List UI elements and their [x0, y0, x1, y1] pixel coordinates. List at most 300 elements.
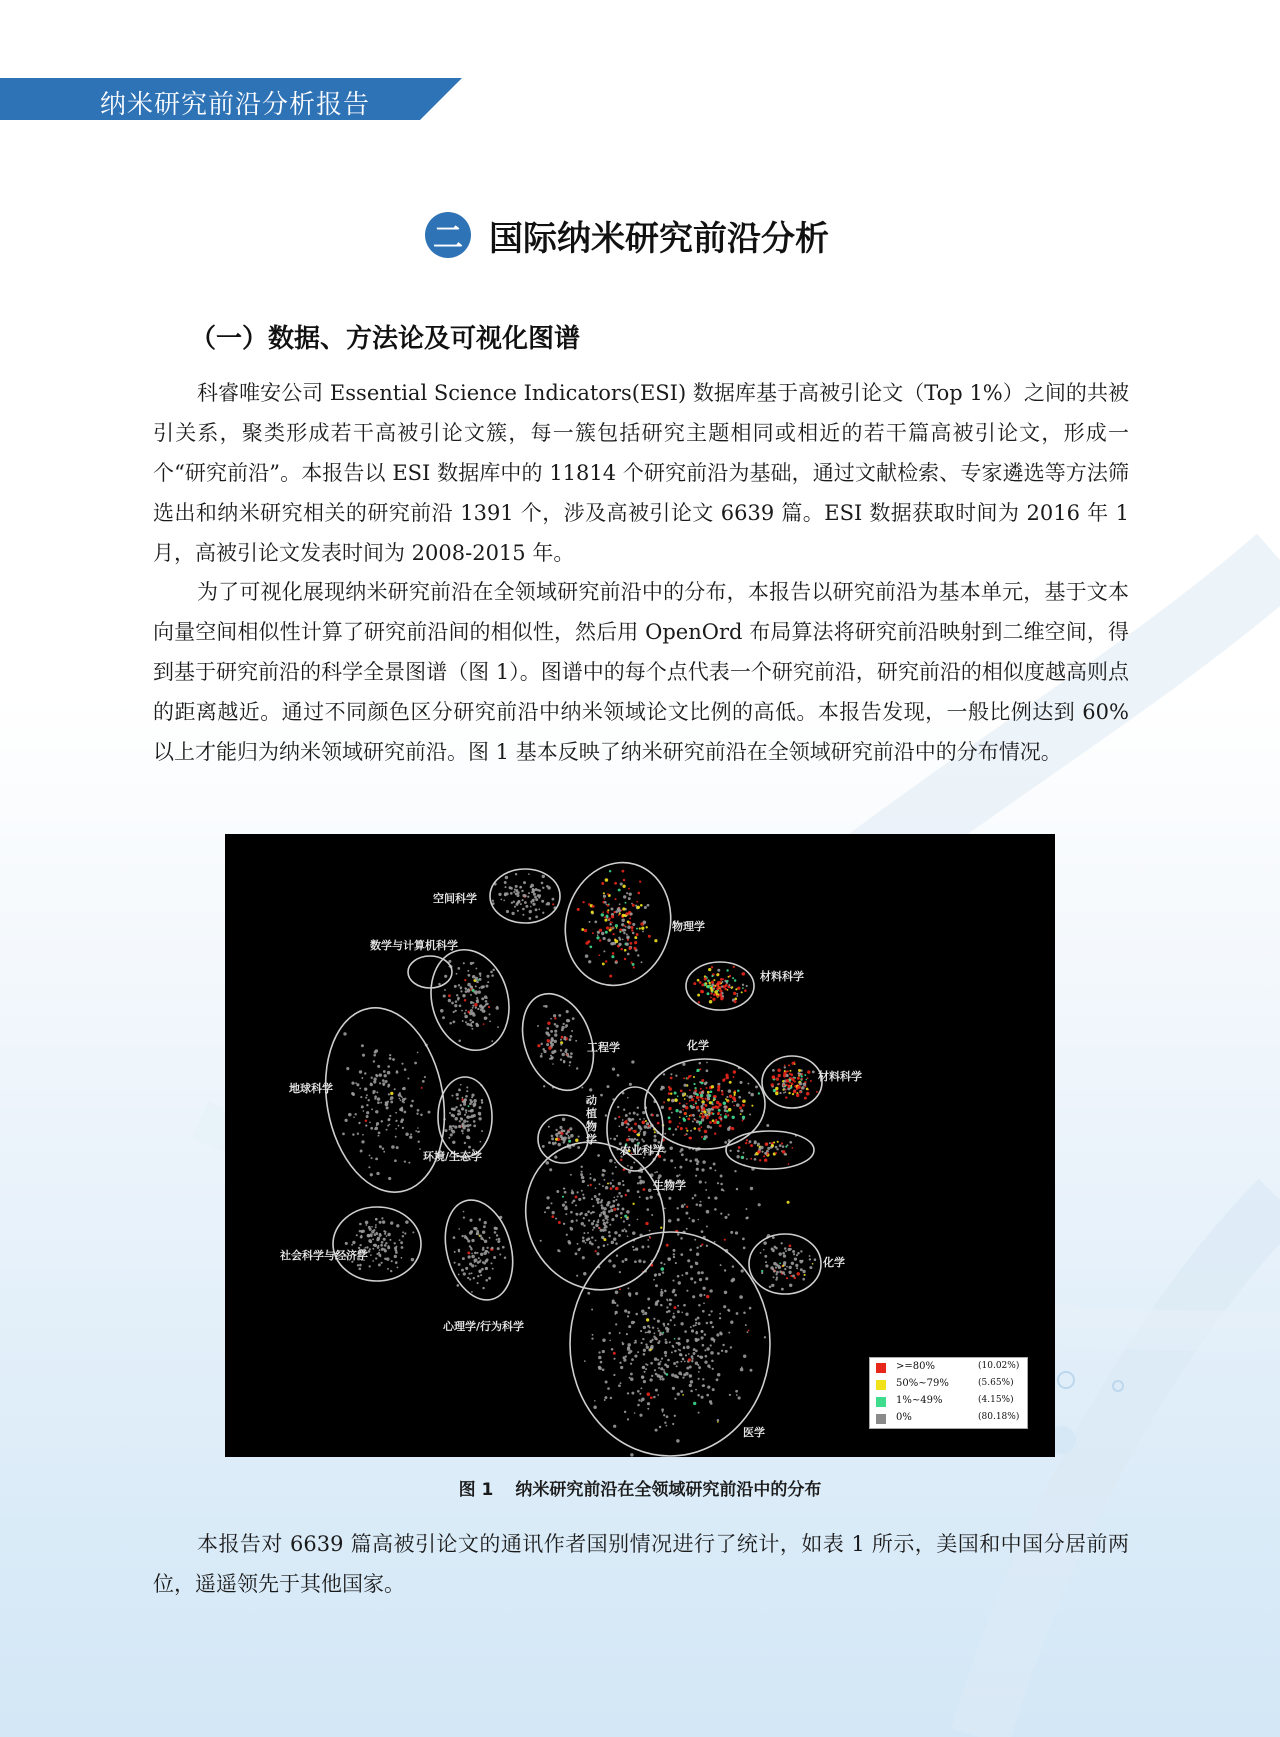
header-title: 纳米研究前沿分析报告 [100, 90, 371, 120]
research-front-dot [377, 1101, 380, 1104]
research-front-dot [642, 1313, 644, 1315]
research-front-dot [587, 1210, 590, 1213]
research-front-dot [740, 1368, 744, 1372]
research-front-dot [645, 1120, 647, 1122]
research-front-dot [692, 1120, 694, 1122]
research-front-dot [560, 1059, 562, 1061]
research-front-dot [693, 1091, 696, 1094]
research-front-dot [575, 1138, 578, 1141]
research-front-dot [677, 1305, 679, 1307]
research-front-dot [471, 1255, 475, 1259]
research-front-dot [770, 1266, 773, 1269]
research-front-dot [626, 1138, 629, 1141]
research-front-dot [721, 985, 723, 987]
research-front-dot [701, 1230, 704, 1233]
research-front-dot [672, 1387, 675, 1390]
cluster-label-earth: 地球科学 [289, 1082, 333, 1095]
research-front-dot [624, 925, 626, 927]
research-front-dot [555, 1129, 557, 1131]
research-front-dot [637, 1190, 640, 1193]
research-front-dot [789, 1266, 792, 1269]
research-front-dot [742, 1099, 745, 1102]
research-front-dot [655, 1429, 658, 1432]
research-front-dot [626, 1210, 630, 1214]
research-front-dot [572, 1017, 575, 1020]
research-front-dot [679, 1110, 682, 1113]
research-front-dot [575, 1040, 577, 1042]
research-front-dot [627, 921, 630, 924]
research-front-dot [671, 1373, 674, 1376]
research-front-dot [371, 1226, 373, 1228]
research-front-dot [581, 1087, 583, 1089]
research-front-dot [754, 1158, 757, 1161]
research-front-dot [624, 949, 627, 952]
research-front-dot [480, 1141, 482, 1143]
research-front-dot [463, 1120, 466, 1123]
research-front-dot [620, 1217, 622, 1219]
cluster-label-plant-animal-4: 学 [586, 1133, 597, 1146]
research-front-dot [569, 1038, 572, 1041]
research-front-dot [630, 1378, 633, 1381]
research-front-dot [663, 1101, 665, 1103]
research-front-dot [692, 1114, 695, 1117]
research-front-dot [693, 1104, 695, 1106]
research-front-dot [467, 1251, 470, 1254]
research-front-dot [625, 1230, 627, 1232]
research-front-dot [610, 1206, 613, 1209]
research-front-dot [578, 1198, 581, 1201]
research-front-dot [708, 1196, 711, 1199]
research-front-dot [782, 1265, 784, 1267]
research-front-dot [728, 976, 730, 978]
research-front-dot [618, 1192, 621, 1195]
research-front-dot [577, 908, 580, 911]
research-front-dot [670, 1077, 673, 1080]
research-front-dot [714, 1132, 716, 1134]
research-front-dot [674, 1350, 677, 1353]
research-front-dot [582, 1180, 585, 1183]
research-front-dot [460, 1084, 462, 1086]
research-front-dot [761, 1270, 763, 1272]
research-front-dot [733, 966, 735, 968]
research-front-dot [608, 1210, 611, 1213]
research-front-dot [699, 1124, 701, 1126]
research-front-dot [591, 1337, 593, 1339]
research-front-dot [543, 1050, 546, 1053]
research-front-dot [663, 1325, 665, 1327]
research-front-dot [714, 1098, 716, 1100]
research-front-dot [672, 1346, 674, 1348]
research-front-dot [783, 1254, 786, 1257]
cluster-physics-ellipse [552, 851, 685, 998]
research-front-dot [482, 1231, 485, 1234]
research-front-dot [471, 1022, 473, 1024]
research-front-dot [775, 1092, 778, 1095]
research-front-dot [628, 1118, 631, 1121]
research-front-dot [701, 1079, 704, 1082]
research-front-dot [682, 1063, 685, 1066]
research-front-dot [630, 912, 633, 915]
research-front-dot [791, 1062, 794, 1065]
research-front-dot [689, 1115, 691, 1117]
research-front-dot [396, 1146, 399, 1149]
research-front-dot [716, 1378, 719, 1381]
research-front-dot [650, 1196, 653, 1199]
research-front-dot [473, 1120, 476, 1123]
research-front-dot [619, 1332, 621, 1334]
research-front-dot [733, 1076, 735, 1078]
research-front-dot [679, 1116, 681, 1118]
research-front-dot [797, 1077, 800, 1080]
research-front-dot [592, 1229, 594, 1231]
research-front-dot [725, 1098, 727, 1100]
research-front-dot [521, 890, 523, 892]
research-front-dot [701, 1396, 704, 1399]
research-front-dot [634, 941, 637, 944]
research-front-dot [387, 1119, 390, 1122]
research-front-dot [617, 1195, 619, 1197]
research-front-dot [721, 997, 724, 1000]
research-front-dot [691, 1329, 694, 1332]
research-front-dot [470, 1248, 472, 1250]
research-front-dot [657, 1394, 659, 1396]
research-front-dot [464, 1142, 466, 1144]
research-front-dot [737, 1150, 740, 1153]
legend-swatch [876, 1414, 886, 1424]
research-front-dot [522, 908, 525, 911]
research-front-dot [683, 1119, 686, 1122]
cluster-materials1-ellipse [686, 962, 754, 1010]
research-front-dot [369, 1155, 371, 1157]
research-front-dot [566, 1010, 569, 1013]
research-front-dot [639, 1132, 641, 1134]
research-front-dot [569, 1055, 572, 1058]
research-front-dot [554, 1030, 557, 1033]
research-front-dot [622, 1260, 625, 1263]
research-front-dot [740, 1109, 743, 1112]
research-front-dot [453, 1021, 456, 1024]
research-front-dot [424, 1076, 426, 1078]
research-front-dot [744, 989, 747, 992]
research-front-dot [724, 1141, 727, 1144]
research-front-dot [598, 1351, 600, 1353]
research-front-dot [449, 1128, 451, 1130]
research-front-dot [620, 1382, 622, 1384]
research-front-dot [374, 1128, 376, 1130]
research-front-dot [660, 1262, 662, 1264]
research-front-dot [739, 1081, 742, 1084]
research-front-dot [758, 1203, 761, 1206]
research-front-dot [637, 1107, 639, 1109]
research-front-dot [724, 1291, 727, 1294]
research-front-dot [725, 1113, 727, 1115]
research-front-dot [542, 912, 544, 914]
research-front-dot [771, 1284, 774, 1287]
research-front-dot [352, 1241, 355, 1244]
research-front-dot [806, 1088, 809, 1091]
research-front-dot [379, 1145, 382, 1148]
research-front-dot [719, 1124, 722, 1127]
research-front-dot [707, 1364, 710, 1367]
research-front-dot [702, 1103, 705, 1106]
research-front-dot [732, 1101, 734, 1103]
research-front-dot [660, 1291, 663, 1294]
research-front-dot [733, 1094, 735, 1096]
research-front-dot [788, 1163, 790, 1165]
research-front-dot [604, 1229, 606, 1231]
research-front-dot [782, 1150, 785, 1153]
research-front-dot [710, 1351, 714, 1355]
cluster-label-agriculture: 农业科学 [620, 1144, 664, 1157]
research-front-dot [724, 1269, 726, 1271]
research-front-dot [453, 1236, 456, 1239]
research-front-dot [662, 1271, 664, 1273]
cluster-earth-ellipse [312, 998, 459, 1201]
research-front-dot [809, 1255, 811, 1257]
research-front-dot [761, 1151, 763, 1153]
research-front-dot [454, 1251, 456, 1253]
research-front-dot [646, 1346, 649, 1349]
cluster-label-plant-animal-3: 物 [586, 1120, 597, 1133]
research-front-dot [684, 1112, 687, 1115]
research-front-dot [622, 1184, 624, 1186]
research-front-dot [704, 1098, 706, 1100]
research-front-dot [759, 1159, 761, 1161]
research-front-dot [682, 1377, 684, 1379]
research-front-dot [700, 1245, 702, 1247]
research-front-dot [605, 931, 608, 934]
research-front-dot [395, 1136, 397, 1138]
research-front-dot [584, 929, 587, 932]
research-front-dot [493, 1256, 496, 1259]
research-front-dot [607, 1183, 609, 1185]
research-front-dot [535, 908, 538, 911]
research-front-dot [615, 1311, 618, 1314]
research-front-dot [662, 1378, 665, 1381]
research-front-dot [491, 1040, 493, 1042]
research-front-dot [663, 1369, 665, 1371]
research-front-dot [807, 1077, 809, 1079]
research-front-dot [428, 1111, 431, 1114]
research-front-dot [704, 1333, 706, 1335]
research-front-dot [789, 1141, 792, 1144]
research-front-dot [542, 875, 545, 878]
research-front-dot [570, 1220, 573, 1223]
research-front-dot [806, 1092, 810, 1096]
research-front-dot [492, 1268, 494, 1270]
research-front-dot [687, 1259, 690, 1262]
research-front-dot [469, 1019, 471, 1021]
research-front-dot [457, 997, 460, 1000]
research-front-dot [706, 1295, 710, 1299]
research-front-dot [522, 899, 524, 901]
research-front-dot [783, 1084, 785, 1086]
research-front-dot [548, 1141, 551, 1144]
research-front-dot [511, 902, 513, 904]
research-front-dot [791, 1262, 794, 1265]
research-front-dot [368, 1166, 370, 1168]
research-front-dot [573, 1199, 576, 1202]
cluster-label-biology: 生物学 [653, 1179, 686, 1192]
research-front-dot [706, 1062, 708, 1064]
research-front-dot [728, 984, 730, 986]
research-front-dot [373, 1229, 375, 1231]
research-front-dot [381, 1241, 384, 1244]
research-front-dot [653, 1332, 655, 1334]
research-front-dot [615, 960, 617, 962]
research-front-dot [401, 1097, 403, 1099]
research-front-dot [720, 1333, 723, 1336]
research-front-dot [463, 962, 465, 964]
research-front-dot [700, 1088, 702, 1090]
research-front-dot [657, 1359, 659, 1361]
research-front-dot [741, 1366, 743, 1368]
research-front-dot [713, 1163, 716, 1166]
research-front-dot [551, 1215, 554, 1218]
research-front-dot [633, 947, 636, 950]
research-front-dot [401, 1063, 403, 1065]
research-front-dot [496, 1234, 498, 1236]
research-front-dot [611, 1241, 614, 1244]
research-front-dot [665, 1341, 668, 1344]
research-front-dot [494, 1231, 497, 1234]
research-front-dot [565, 1024, 568, 1027]
research-front-dot [369, 1122, 371, 1124]
research-front-dot [671, 1099, 675, 1103]
research-front-dot [635, 1292, 638, 1295]
research-front-dot [471, 1253, 473, 1255]
research-front-dot [618, 1116, 620, 1118]
research-front-dot [747, 1331, 749, 1333]
research-front-dot [619, 913, 621, 915]
research-front-dot [714, 1169, 716, 1171]
research-front-dot [790, 1085, 792, 1087]
research-front-dot [681, 1204, 683, 1206]
research-front-dot [457, 967, 460, 970]
research-front-dot [642, 1121, 646, 1125]
research-front-dot [560, 1043, 562, 1045]
research-front-dot [498, 893, 501, 896]
research-front-dot [673, 1256, 675, 1258]
research-front-dot [604, 1399, 606, 1401]
research-front-dot [600, 1201, 603, 1204]
research-front-dot [609, 975, 612, 978]
research-front-dot [488, 1277, 491, 1280]
research-front-dot [462, 1257, 465, 1260]
research-front-dot [575, 1252, 578, 1255]
research-front-dot [474, 1003, 478, 1007]
research-front-dot [477, 1282, 479, 1284]
research-front-dot [645, 1343, 647, 1345]
research-front-dot [456, 1284, 459, 1287]
research-front-dot [599, 939, 601, 941]
research-front-dot [699, 981, 702, 984]
research-front-dot [480, 1253, 483, 1256]
research-front-dot [710, 1090, 713, 1093]
legend-percent: (10.02%) [978, 1361, 1020, 1371]
research-front-dot [679, 1353, 682, 1356]
research-front-dot [660, 1304, 663, 1307]
research-front-dot [702, 1287, 705, 1290]
research-front-dot [746, 1208, 748, 1210]
research-front-dot [673, 1253, 675, 1255]
research-front-dot [785, 1250, 787, 1252]
research-front-dot [631, 1392, 634, 1395]
research-front-dot [615, 1199, 617, 1201]
research-front-dot [456, 973, 458, 975]
research-front-dot [570, 1211, 573, 1214]
research-front-dot [612, 1172, 614, 1174]
research-front-dot [790, 1073, 793, 1076]
research-front-dot [695, 1262, 697, 1264]
research-front-dot [683, 1077, 685, 1079]
research-front-dot [662, 1411, 664, 1413]
research-front-dot [504, 886, 506, 888]
research-front-dot [465, 1109, 468, 1112]
research-front-dot [717, 1112, 720, 1115]
research-front-dot [660, 1367, 663, 1370]
research-front-dot [575, 1196, 578, 1199]
research-front-dot [634, 1412, 636, 1414]
research-front-dot [667, 1359, 670, 1362]
research-front-dot [612, 1179, 614, 1181]
research-front-dot [482, 1287, 484, 1289]
research-front-dot [581, 1176, 585, 1180]
research-front-dot [656, 1338, 658, 1340]
research-front-dot [776, 1271, 779, 1274]
research-front-dot [624, 1309, 627, 1312]
research-front-dot [710, 1310, 712, 1312]
research-front-dot [669, 1299, 672, 1302]
research-front-dot [666, 1425, 668, 1427]
research-front-dot [764, 1336, 766, 1338]
research-front-dot [602, 1210, 606, 1214]
research-front-dot [464, 1098, 467, 1101]
research-front-dot [734, 1090, 736, 1092]
research-front-dot [726, 969, 728, 971]
research-front-dot [646, 1332, 648, 1334]
research-front-dot [631, 1321, 635, 1325]
research-front-dot [390, 1270, 392, 1272]
research-front-dot [711, 966, 713, 968]
research-front-dot [408, 1162, 410, 1164]
research-front-dot [632, 1118, 635, 1121]
research-front-dot [727, 1114, 729, 1116]
research-front-dot [557, 1143, 560, 1146]
research-front-dot [703, 1137, 706, 1140]
research-front-dot [469, 1099, 472, 1102]
research-front-dot [460, 988, 462, 990]
research-front-dot [618, 1182, 621, 1185]
research-front-dot [348, 1113, 352, 1117]
research-front-dot [357, 1264, 359, 1266]
research-front-dot [624, 1411, 626, 1413]
research-front-dot [682, 1394, 684, 1396]
research-front-dot [570, 1227, 572, 1229]
research-front-dot [783, 1261, 786, 1264]
research-front-dot [614, 939, 616, 941]
research-front-dot [646, 1208, 649, 1211]
research-front-dot [597, 1246, 600, 1249]
research-front-dot [448, 1137, 450, 1139]
research-front-dot [646, 926, 648, 928]
research-front-dot [486, 975, 489, 978]
research-front-dot [474, 1252, 477, 1255]
research-front-dot [395, 1128, 397, 1130]
cluster-label-medicine: 医学 [743, 1426, 765, 1439]
research-front-dot [698, 1127, 701, 1130]
research-front-dot [709, 1000, 713, 1004]
